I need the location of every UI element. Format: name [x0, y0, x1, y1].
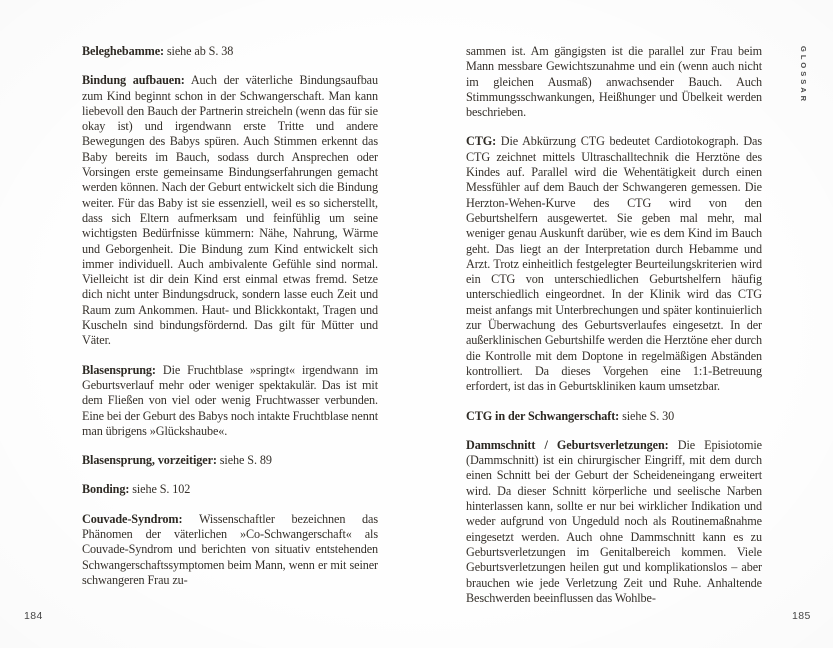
glossary-text: Die Abkürzung CTG bedeutet Cardiotokograph. Das CTG zeichnet mittels Ultraschalltechnik die Herztöne des Kindes auf. Parallel wird die Wehentätigkeit durch einen Messfühler auf dem Bauch der Schwangeren gemessen. Die Herzton-Wehen-Kurve des CTG wird von den Geburtshelfern ausgewertet. Sie geben mal mehr, mal weniger genau Auskunft darüber, wie es dem Kind im Bauch geht. Das liegt an der Interpretation durch Hebamme und Arzt. Trotz einheitlich festgelegter Beurteilungskriterien wird ein CTG von unterschiedlichen Geburtshelfern häufig unterschiedlich eingeordnet. In der Klinik wird das CTG meist anfangs mit Unterbrechungen und später kontinuierlich zur Überwachung des Geburtsverlaufes eingesetzt. In der außerklinischen Geburtshilfe werden die Herztöne eher durch die Kontrolle mit dem Doptone in regelmäßigen Abständen kontrolliert. Da dieses Vorgehen eine 1:1-Betreuung erfordert, ist das in Geburtskliniken kaum umsetzbar. [466, 134, 762, 394]
glossar-margin-label: GLOSSAR [799, 46, 808, 105]
page-number-left: 184 [24, 610, 43, 622]
glossary-entry-ctg [466, 134, 762, 394]
glossary-entry-ctg-schwangerschaft [466, 409, 762, 424]
glossary-text: Auch der väterliche Bindungsaufbau zum Kind beginnt schon in der Schwangerschaft. Man kann liebevoll den Bauch der Partnerin streicheln (wenn das für sie okay ist) und irgendwann erste Tritte und andere Bewegungen des Babys spüren. Auch Stimmen erkennt das Baby bereits im Bauch, sodass durch Ansprechen oder Vorsingen erste gemeinsame Bindungserfahrungen gemacht werden können. Nach der Geburt entwickelt sich die Bindung weiter. Für das Baby ist sie essenziell, weil es so sicherstellt, dass sich Eltern aufmerksam und feinfühlig um seine wichtigsten Bedürfnisse kümmern: Nähe, Nahrung, Wärme und Geborgenheit. Die Bindung zum Kind entwickelt sich immer individuell. Auch ambivalente Gefühle sind normal. Vielleicht ist dir dein Kind erst einmal etwas fremd. Setze dich nicht unter Bindungsdruck, sondern lasse euch Zeit und Raum zum Ankommen. Haut- und Blickkontakt, Tragen und Kuscheln sind bindungsfördernd. Das gilt für Mütter und Väter. [82, 73, 378, 348]
glossary-term: Blasensprung, vorzeitiger: [82, 453, 217, 468]
glossary-text: Wissenschaftler bezeichnen das Phänomen der väterlichen »Co-Schwangerschaft« als Couvade-Syndrom und berichten von situativ entstehenden Schwangerschaftssymptomen beim Mann, wenn er mit seiner schwangeren Frau zu- [82, 511, 378, 587]
glossary-text: Die Fruchtblase »springt« irgendwann im Geburtsverlauf mehr oder weniger spektakulär. Das ist mit dem Fließen von viel oder wenig Fruchtwasser verbunden. Eine bei der Geburt des Babys noch intakte Fruchtblase nennt man übrigens »Glückshaube«. [82, 362, 378, 438]
glossary-entry-bonding [82, 482, 378, 497]
glossary-term: Blasensprung: [82, 362, 156, 377]
page-left-text-column [82, 44, 378, 588]
glossary-term: Couvade-Syndrom: [82, 511, 183, 526]
glossary-text: siehe S. 102 [129, 482, 191, 497]
page-right-text-column [466, 44, 762, 606]
page-number-right: 185 [792, 610, 811, 622]
glossary-text: sammen ist. Am gängigsten ist die parallel zur Frau beim Mann messbare Gewichtszunahme und ein (wenn auch nicht im gleichen Ausmaß) anwachsender Bauch. Auch Stimmungsschwankungen, Heißhunger und Übelkeit werden beschrieben. [466, 44, 762, 120]
glossary-term: Bindung aufbauen: [82, 73, 185, 88]
glossary-term: CTG: [466, 134, 497, 149]
glossary-entry-couvade-continuation [466, 44, 762, 120]
glossary-entry-blasensprung-vorzeitiger [82, 453, 378, 468]
glossary-text: siehe ab S. 38 [163, 44, 234, 58]
glossary-term: Beleghebamme: [82, 44, 164, 58]
glossary-text: siehe S. 89 [216, 453, 272, 468]
glossary-text: Die Episiotomie (Dammschnitt) ist ein chirurgischer Eingriff, mit dem durch einen Schnitt bei der Geburt der Scheideneingang erweitert wird. Da dieser Schnitt körperliche und seelische Narben hinterlassen kann, sollte er nur bei wirklicher Indikation und weder aufgrund von Ungeduld noch als Routinemaßnahme eingesetzt werden. Auch ohne Dammschnitt kann es zu Geburtsverletzungen im Genitalbereich kommen. Viele Geburtsverletzungen heilen gut und komplikationslos – aber brauchen wie jede Verletzung Zeit und Ruhe. Anhaltende Beschwerden beeinflussen das Wohlbe- [466, 437, 762, 605]
glossary-text: siehe S. 30 [619, 408, 675, 423]
glossary-term: Bonding: [82, 482, 130, 497]
glossary-entry-dammschnitt [466, 438, 762, 606]
glossary-entry-beleghebamme [82, 44, 378, 59]
glossary-term: Dammschnitt / Geburtsverletzungen: [466, 437, 669, 452]
glossary-term: CTG in der Schwangerschaft: [466, 408, 620, 423]
glossary-entry-blasensprung [82, 363, 378, 439]
glossary-entry-couvade-syndrom [82, 512, 378, 588]
glossary-entry-bindung-aufbauen [82, 73, 378, 348]
